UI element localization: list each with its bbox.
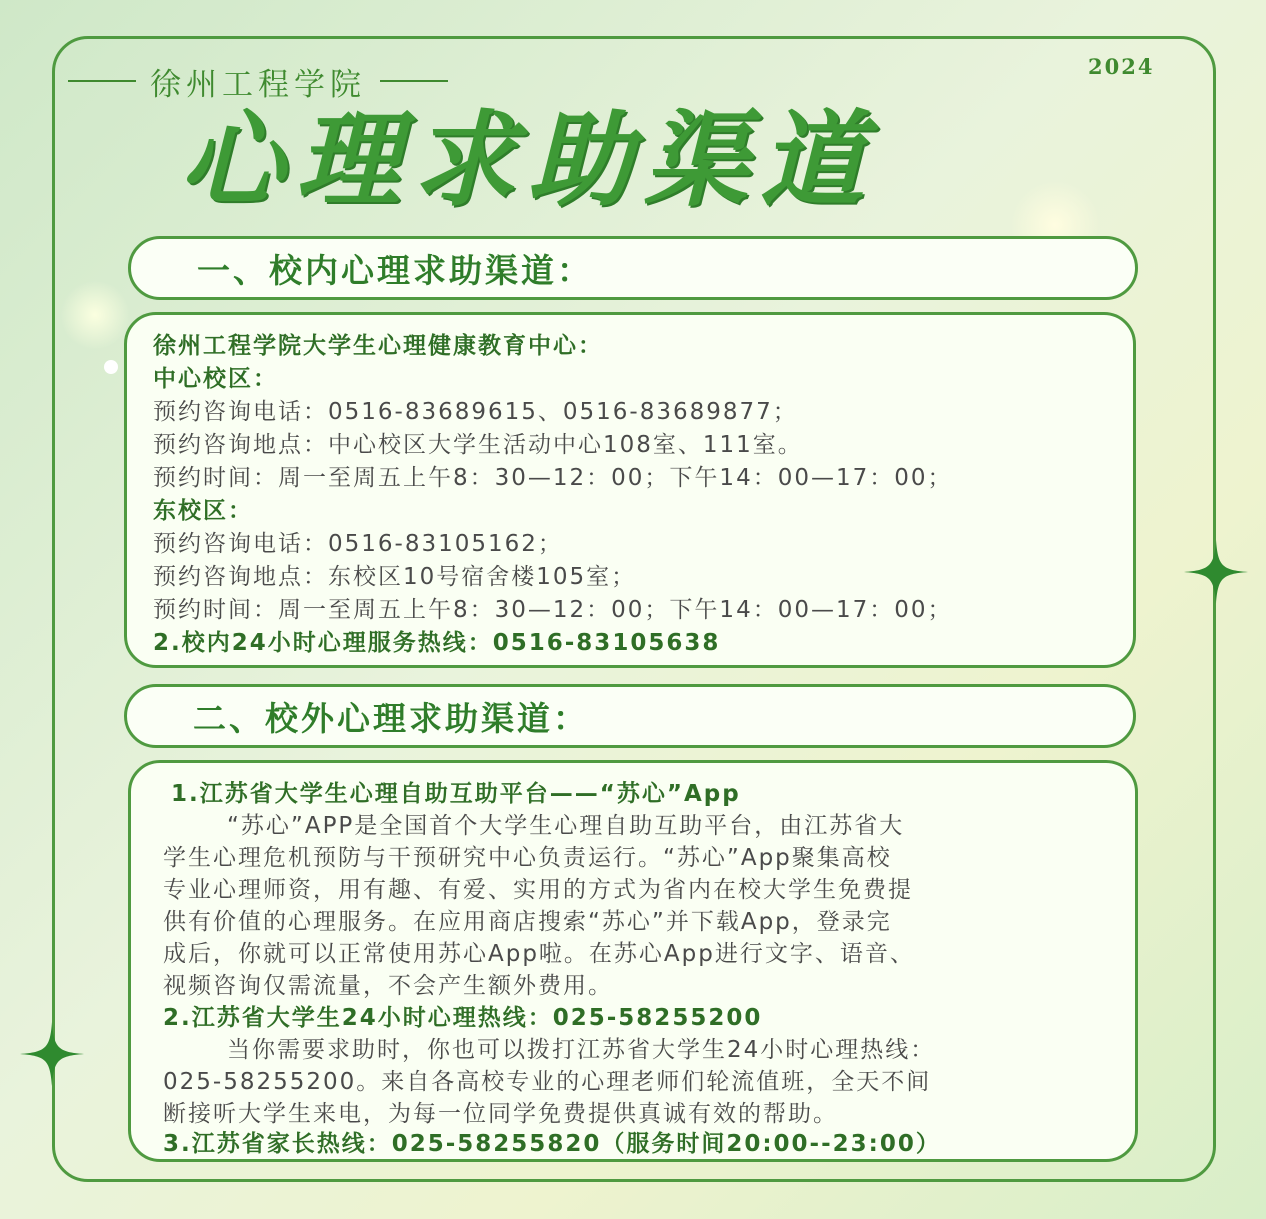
section1-heading-text: 一、校内心理求助渠道： [197, 250, 593, 290]
paragraph-line: 断接听大学生来电，为每一位同学免费提供真诚有效的帮助。 [163, 1101, 838, 1127]
sparkle-icon [1184, 540, 1248, 604]
sparkle-icon [20, 1022, 84, 1086]
info-line: 预约咨询电话：0516-83689615、0516-83689877； [153, 399, 798, 425]
section1-heading [128, 236, 1138, 300]
hotline-title: 2.江苏省大学生24小时心理热线：025-58255200 [163, 1005, 763, 1031]
paragraph-line: 当你需要求助时，你也可以拨打江苏省大学生24小时心理热线： [227, 1037, 936, 1063]
section2-heading-text: 二、校外心理求助渠道： [193, 698, 589, 738]
center-name: 徐州工程学院大学生心理健康教育中心： [153, 333, 603, 359]
paragraph-line: “苏心”APP是全国首个大学生心理自助互助平台，由江苏省大 [227, 813, 905, 839]
campus-label: 东校区： [153, 498, 253, 524]
divider-line [380, 80, 448, 82]
paragraph-line: 视频咨询仅需流量，不会产生额外费用。 [163, 973, 613, 999]
divider-line [68, 80, 136, 82]
year-label: 2024 [1088, 54, 1155, 79]
paragraph-line: 学生心理危机预防与干预研究中心负责运行。“苏心”App聚集高校 [163, 845, 892, 871]
paragraph-line: 025-58255200。来自各高校专业的心理老师们轮流值班，全天不间 [163, 1069, 932, 1095]
info-line: 预约咨询电话：0516-83105162； [153, 531, 563, 557]
platform-title: 1.江苏省大学生心理自助互助平台——“苏心”App [171, 781, 741, 807]
school-name: 徐州工程学院 [150, 66, 366, 103]
paragraph-line: 成后，你就可以正常使用苏心App啦。在苏心App进行文字、语音、 [163, 941, 915, 967]
paragraph-line: 专业心理师资，用有趣、有爱、实用的方式为省内在校大学生免费提 [163, 877, 913, 903]
section2-card [128, 760, 1138, 1162]
paragraph-line: 供有价值的心理服务。在应用商店搜索“苏心”并下载App，登录完 [163, 909, 892, 935]
page-title: 心理求助渠道 [180, 99, 877, 221]
section1-card [124, 312, 1136, 668]
hotline-line: 2.校内24小时心理服务热线：0516-83105638 [153, 630, 721, 656]
info-line: 预约咨询地点：东校区10号宿舍楼105室； [153, 564, 637, 590]
campus-label: 中心校区： [153, 366, 278, 392]
parent-hotline: 3.江苏省家长热线：025-58255820（服务时间20:00--23:00） [163, 1131, 941, 1157]
info-line: 预约时间：周一至周五上午8：30—12：00；下午14：00—17：00； [153, 597, 953, 623]
section2-heading [124, 684, 1136, 748]
info-line: 预约咨询地点：中心校区大学生活动中心108室、111室。 [153, 432, 803, 458]
info-line: 预约时间：周一至周五上午8：30—12：00；下午14：00—17：00； [153, 465, 953, 491]
dot-decoration [104, 360, 118, 374]
